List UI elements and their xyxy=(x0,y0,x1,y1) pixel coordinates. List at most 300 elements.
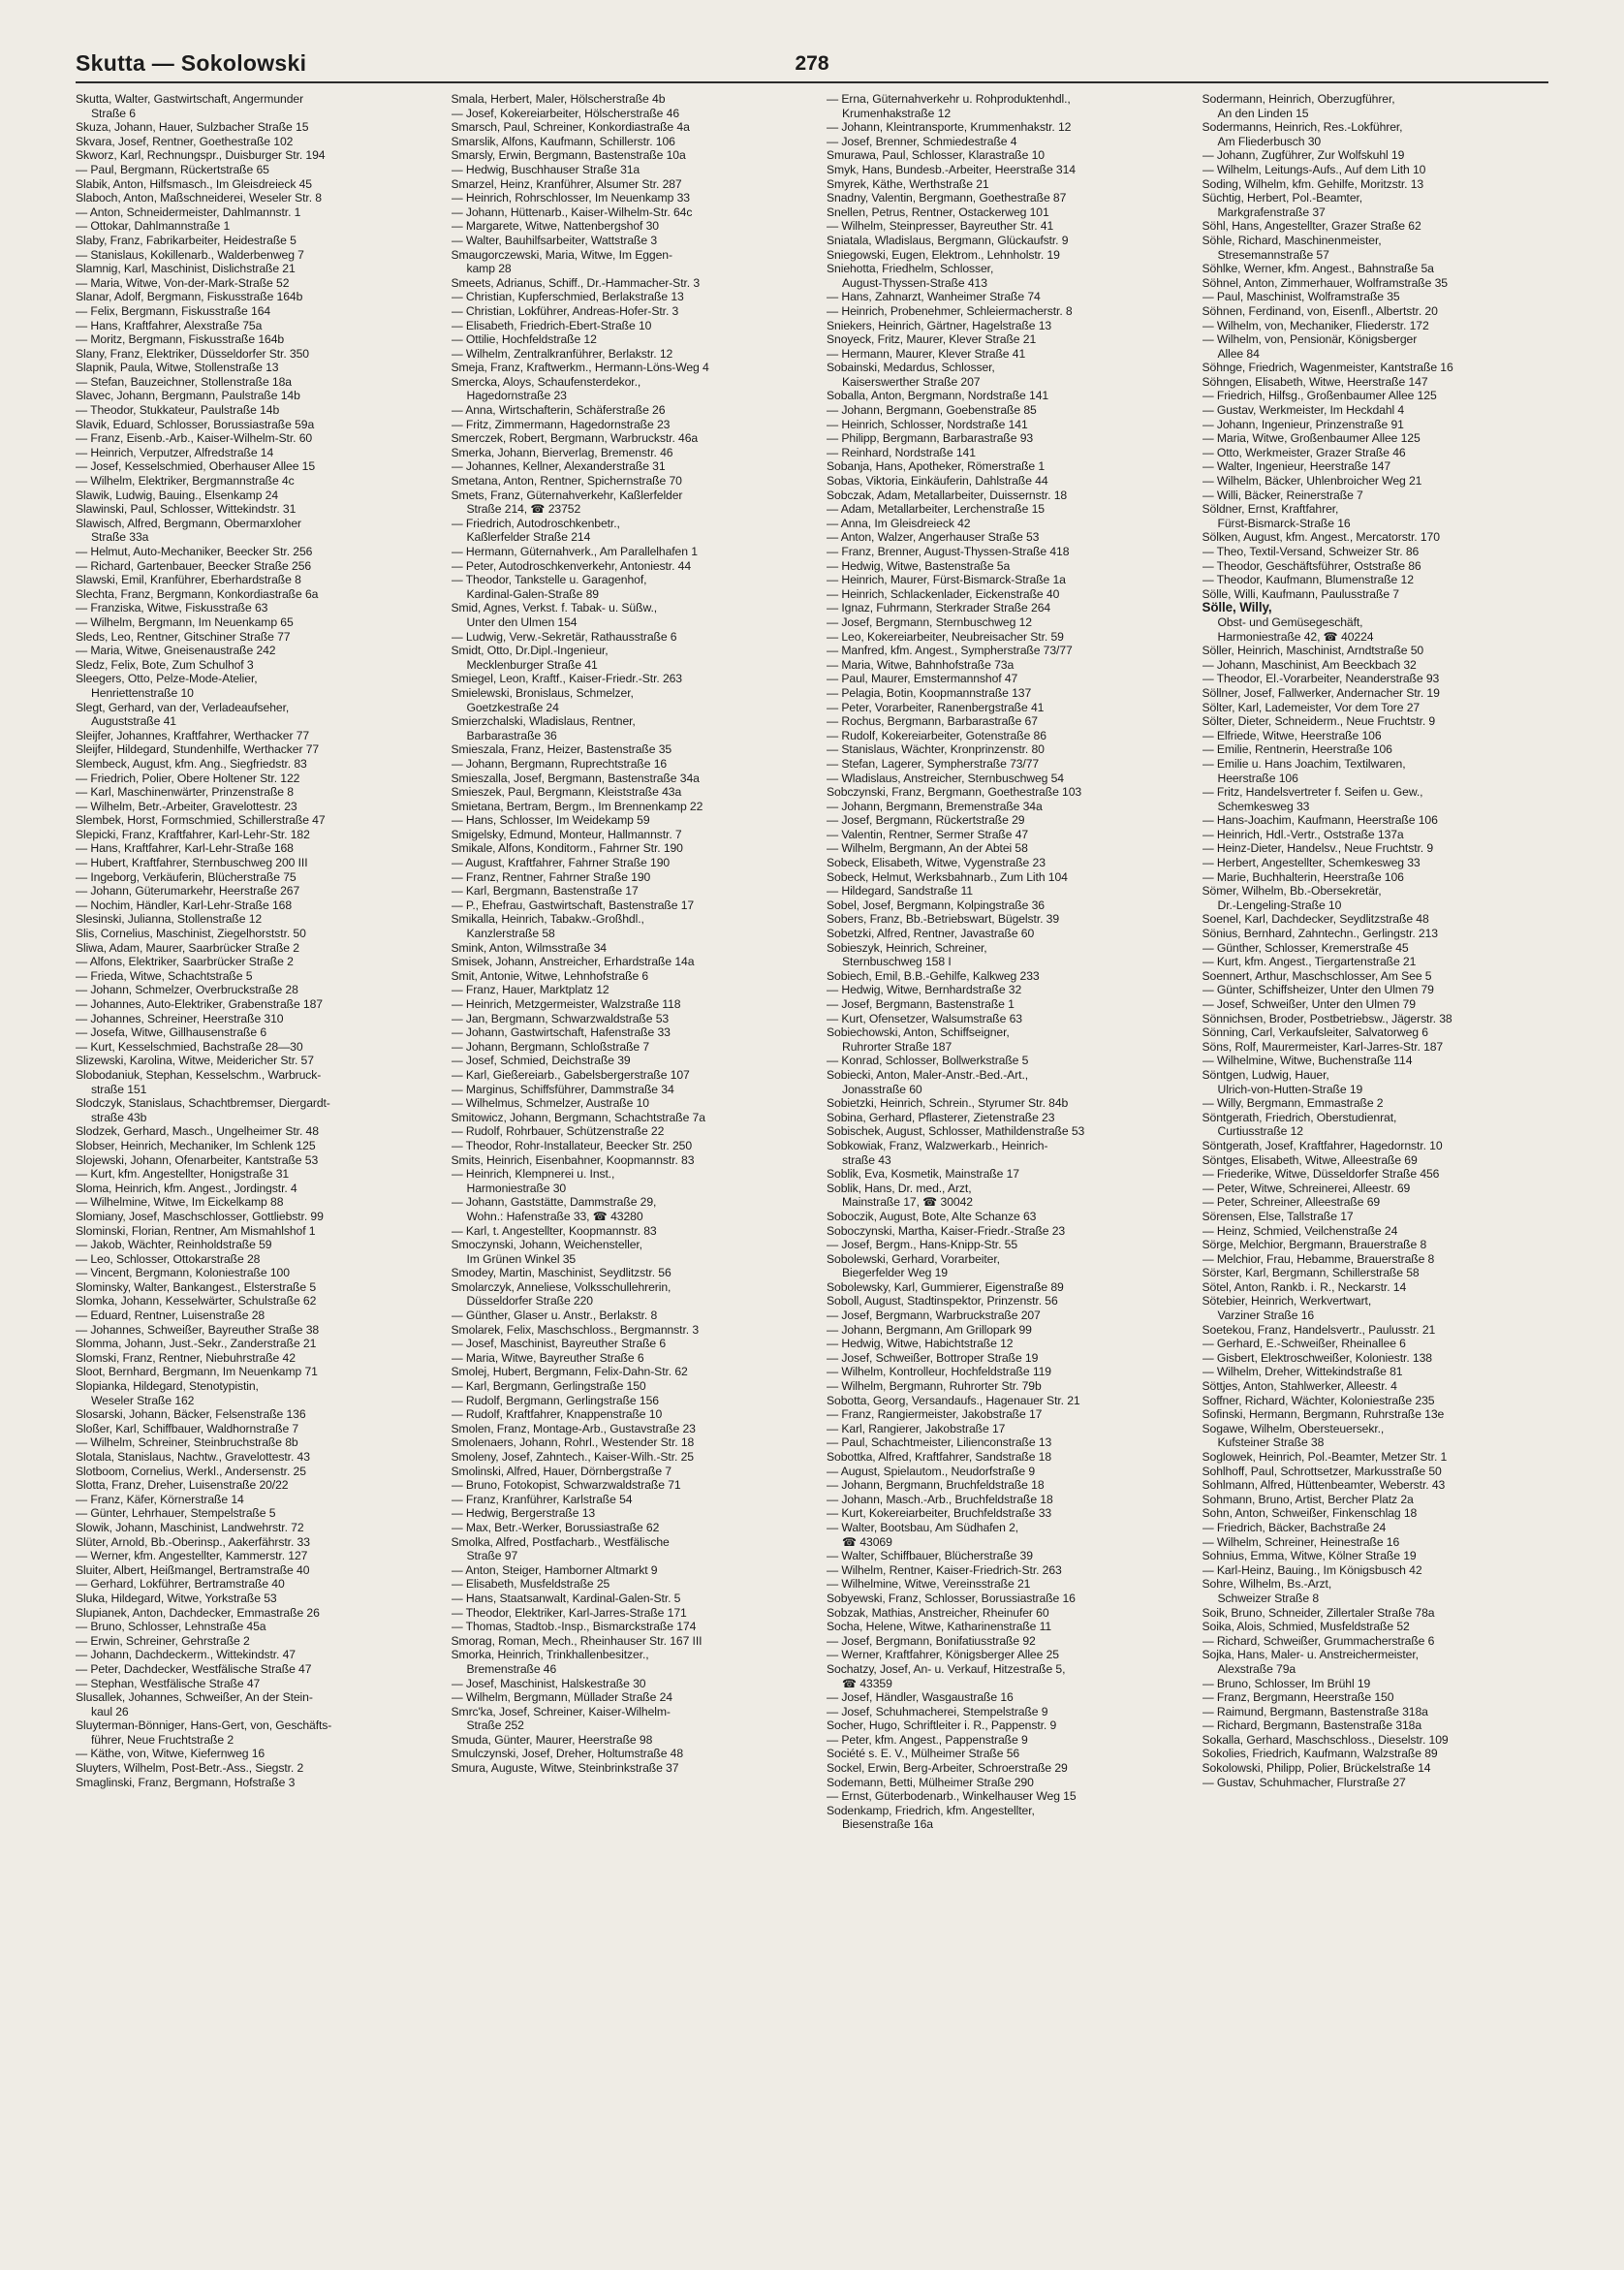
directory-entry: — Karl, Bergmann, Bastenstraße 17 xyxy=(451,884,639,899)
directory-entry: — Willi, Bäcker, Reinerstraße 7 xyxy=(1202,488,1363,502)
directory-entry: — Franz, Rentner, Fahrner Straße 190 xyxy=(451,869,651,884)
directory-entry: — Leo, Kokereiarbeiter, Neubreisacher Str. 59 xyxy=(827,629,1064,644)
directory-entry: — Richard, Gartenbauer, Beecker Straße 256 xyxy=(76,558,312,573)
directory-entry: — Karl, Rangierer, Jakobstraße 17 xyxy=(827,1421,1006,1435)
directory-entry: Sojka, Hans, Maler- u. Anstreichermeister, xyxy=(1202,1648,1419,1662)
directory-entry: — Hans-Joachim, Kaufmann, Heerstraße 106 xyxy=(1202,813,1438,828)
directory-entry: — Johann, Masch.-Arb., Bruchfeldstraße 18 xyxy=(827,1492,1053,1506)
directory-entry: — Heinrich, Maurer, Fürst-Bismarck-Straße 1a xyxy=(827,573,1066,587)
directory-entry-continuation: Heerstraße 106 xyxy=(1217,771,1298,785)
directory-entry-continuation: Kaßlerfelder Straße 214 xyxy=(466,530,591,545)
directory-entry: — Johannes, Kellner, Alexanderstraße 31 xyxy=(451,459,666,474)
directory-entry: Sogawe, Wilhelm, Obersteuersekr., xyxy=(1202,1421,1385,1435)
directory-entry: — Melchior, Frau, Hebamme, Brauerstraße 8 xyxy=(1202,1251,1435,1266)
directory-entry: Slupianek, Anton, Dachdecker, Emmastraße 26 xyxy=(76,1605,320,1620)
directory-entry: — Karl, t. Angestellter, Koopmannstr. 83 xyxy=(451,1223,657,1238)
directory-entry: Sötel, Anton, Rankb. i. R., Neckarstr. 14 xyxy=(1202,1279,1407,1294)
directory-entry: — Wilhelm, Bergmann, Müllader Straße 24 xyxy=(451,1690,672,1705)
directory-entry: — Wilhelm, Zentralkranführer, Berlakstr. 12 xyxy=(451,346,673,361)
directory-entry: Slodczyk, Stanislaus, Schachtbremser, Diergardt- xyxy=(76,1096,330,1111)
directory-entry: — Josef, Kokereiarbeiter, Hölscherstraße 46 xyxy=(451,106,679,120)
directory-entry: — Helmut, Auto-Mechaniker, Beecker Str. 256 xyxy=(76,545,313,558)
directory-entry: Sobolewsky, Karl, Gummierer, Eigenstraße 89 xyxy=(827,1279,1064,1294)
directory-entry: — Josefa, Witwe, Gillhausenstraße 6 xyxy=(76,1025,266,1040)
directory-entry: — Wilhelmine, Witwe, Vereinsstraße 21 xyxy=(827,1577,1031,1592)
directory-entry: Sobel, Josef, Bergmann, Kolpingstraße 36 xyxy=(827,898,1045,912)
directory-entry: — Stanislaus, Wächter, Kronprinzenstr. 80 xyxy=(827,742,1045,757)
directory-entry: — Hedwig, Bergerstraße 13 xyxy=(451,1506,596,1521)
directory-entry: — Marginus, Schiffsführer, Dammstraße 34 xyxy=(451,1082,674,1096)
directory-entry-continuation: Harmoniestraße 42, ☎ 40224 xyxy=(1217,629,1374,644)
directory-entry: — Valentin, Rentner, Sermer Straße 47 xyxy=(827,827,1029,841)
directory-entry: Sloot, Bernhard, Bergmann, Im Neuenkamp 71 xyxy=(76,1365,318,1379)
directory-entry: Slawski, Emil, Kranführer, Eberhardstraße 8 xyxy=(76,573,301,587)
directory-entry: Smeja, Franz, Kraftwerkm., Hermann-Löns-Weg 4 xyxy=(451,361,709,375)
directory-entry: — Franz, Hauer, Marktplatz 12 xyxy=(451,983,609,997)
directory-entry-continuation: Biesenstraße 16a xyxy=(842,1817,933,1832)
directory-entry: Smala, Herbert, Maler, Hölscherstraße 4b xyxy=(451,92,666,106)
directory-entry: — Ottokar, Dahlmannstraße 1 xyxy=(76,219,231,234)
directory-entry: — Rudolf, Kokereiarbeiter, Gotenstraße 86 xyxy=(827,728,1046,742)
directory-entry: Sleds, Leo, Rentner, Gitschiner Straße 77 xyxy=(76,629,291,644)
directory-entry: — Paul, Maschinist, Wolframstraße 35 xyxy=(1202,290,1400,304)
directory-entry: — Philipp, Bergmann, Barbarastraße 93 xyxy=(827,431,1034,446)
directory-entry: Sobietzki, Heinrich, Schrein., Styrumer Str. 84b xyxy=(827,1096,1069,1111)
directory-entry: — Wladislaus, Anstreicher, Sternbuschweg 54 xyxy=(827,771,1064,785)
directory-entry: — Anton, Schneidermeister, Dahlmannstr. 1 xyxy=(76,205,301,219)
directory-entry: — Fritz, Zimmermann, Hagedornstraße 23 xyxy=(451,417,671,431)
directory-entry: — Stefan, Lagerer, Sympherstraße 73/77 xyxy=(827,756,1040,771)
directory-entry-continuation: Henriettenstraße 10 xyxy=(91,685,194,700)
directory-entry-continuation: Alexstraße 79a xyxy=(1217,1661,1296,1676)
directory-entry: Slawinski, Paul, Schlosser, Wittekindstr. 31 xyxy=(76,502,297,517)
directory-entry: — Wilhelmine, Witwe, Buchenstraße 114 xyxy=(1202,1054,1413,1068)
directory-entry: Söllner, Josef, Fallwerker, Andernacher Str. 19 xyxy=(1202,685,1440,700)
directory-entry: — Wilhelm, Schreiner, Steinbruchstraße 8b xyxy=(76,1435,298,1450)
directory-entry: — Rochus, Bergmann, Barbarastraße 67 xyxy=(827,714,1038,729)
directory-entry: — Maria, Witwe, Bahnhofstraße 73a xyxy=(827,657,1015,672)
directory-entry: Smaglinski, Franz, Bergmann, Hofstraße 3 xyxy=(76,1775,296,1789)
directory-entry: Sönning, Carl, Verkaufsleiter, Salvatorweg 6 xyxy=(1202,1025,1428,1040)
directory-entry: Smink, Anton, Wilmsstraße 34 xyxy=(451,940,607,955)
directory-entry: Sloma, Heinrich, kfm. Angest., Jordingstr. 4 xyxy=(76,1181,297,1195)
directory-entry: — Felix, Bergmann, Fiskusstraße 164 xyxy=(76,303,271,318)
directory-entry: Slomka, Johann, Kesselwärter, Schulstraße 62 xyxy=(76,1294,317,1308)
directory-entry: — Gerhard, E.-Schweißer, Rheinallee 6 xyxy=(1202,1337,1406,1351)
directory-entry: Soboczynski, Martha, Kaiser-Friedr.-Straße 23 xyxy=(827,1223,1066,1238)
directory-entry: Sölter, Dieter, Schneiderm., Neue Fruchtstr. 9 xyxy=(1202,714,1436,729)
directory-entry-continuation: Hagedornstraße 23 xyxy=(466,389,567,403)
directory-entry: Sniekers, Heinrich, Gärtner, Hagelstraße 13 xyxy=(827,318,1052,332)
directory-entry-continuation: Mecklenburger Straße 41 xyxy=(466,657,598,672)
running-title: Skutta — Sokolowski xyxy=(76,50,307,76)
directory-entry: — Friedrich, Hilfsg., Großenbaumer Allee 125 xyxy=(1202,389,1437,403)
directory-entry: — Peter, Dachdecker, Westfälische Straße 47 xyxy=(76,1661,312,1676)
directory-entry: Slusallek, Johannes, Schweißer, An der Stein- xyxy=(76,1690,313,1705)
directory-entry: Smierzchalski, Wladislaus, Rentner, xyxy=(451,714,636,729)
directory-entry: — Josef, Bergmann, Bastenstraße 1 xyxy=(827,997,1015,1011)
directory-entry: — Heinrich, Probenehmer, Schleiermacherstr. 8 xyxy=(827,303,1073,318)
directory-entry: Slodzek, Gerhard, Masch., Ungelheimer Str. 48 xyxy=(76,1124,319,1139)
directory-entry: Smaugorczewski, Maria, Witwe, Im Eggen- xyxy=(451,247,672,262)
directory-entry: Slotala, Stanislaus, Nachtw., Gravelottestr. 43 xyxy=(76,1450,310,1464)
directory-entry: Soding, Wilhelm, kfm. Gehilfe, Moritzstr. 13 xyxy=(1202,176,1424,191)
directory-entry: — Stefan, Bauzeichner, Stollenstraße 18a xyxy=(76,374,292,389)
running-header xyxy=(76,47,1548,83)
directory-entry: — Heinrich, Verputzer, Alfredstraße 14 xyxy=(76,445,274,459)
directory-entry: — Heinrich, Metzgermeister, Walzstraße 118 xyxy=(451,997,681,1011)
directory-entry: Soffner, Richard, Wächter, Koloniestraße 235 xyxy=(1202,1393,1435,1407)
directory-entry: Smorag, Roman, Mech., Rheinhauser Str. 167 III xyxy=(451,1633,703,1648)
directory-entry: Smit, Antonie, Witwe, Lehnhofstraße 6 xyxy=(451,968,649,983)
directory-entry: — Hildegard, Sandstraße 11 xyxy=(827,884,973,899)
directory-entry: — Anton, Walzer, Angerhauser Straße 53 xyxy=(827,530,1040,545)
directory-entry: Sobiechowski, Anton, Schiffseigner, xyxy=(827,1025,1010,1040)
directory-entry-continuation: Stresemannstraße 57 xyxy=(1217,247,1329,262)
directory-entry: — Hermann, Güternahverk., Am Parallelhafen 1 xyxy=(451,545,698,558)
directory-entry: — Wilhelm, Bergmann, Im Neuenkamp 65 xyxy=(76,615,294,629)
directory-entry-continuation: Dr.-Lengeling-Straße 10 xyxy=(1217,898,1342,912)
directory-entry: Sobina, Gerhard, Pflasterer, Zietenstraße 23 xyxy=(827,1110,1055,1124)
directory-entry-continuation: straße 43 xyxy=(842,1152,891,1167)
directory-entry: Sobczak, Adam, Metallarbeiter, Duissernstr. 18 xyxy=(827,488,1068,502)
directory-entry: — Willy, Bergmann, Emmastraße 2 xyxy=(1202,1096,1384,1111)
directory-entry: Soik, Bruno, Schneider, Zillertaler Straße 78a xyxy=(1202,1605,1435,1620)
directory-entry: Soboll, August, Stadtinspektor, Prinzenstr. 56 xyxy=(827,1294,1058,1308)
directory-entry-continuation: Kaiserswerther Straße 207 xyxy=(842,374,981,389)
directory-entry: — Werner, kfm. Angestellter, Kammerstr. 127 xyxy=(76,1549,308,1563)
directory-entry-continuation: Straße 97 xyxy=(466,1549,518,1563)
directory-entry: Sniatala, Wladislaus, Bergmann, Glückaufstr. 9 xyxy=(827,233,1069,247)
directory-entry: — Wilhelm, Betr.-Arbeiter, Gravelottestr. 23 xyxy=(76,799,297,813)
directory-entry: — Günter, Lehrhauer, Stempelstraße 5 xyxy=(76,1506,276,1521)
directory-entry: — Pelagia, Botin, Koopmannstraße 137 xyxy=(827,685,1032,700)
directory-entry: Smyrek, Käthe, Werthstraße 21 xyxy=(827,176,989,191)
directory-entry: — Hans, Schlosser, Im Weidekamp 59 xyxy=(451,813,650,828)
directory-entry: Sohn, Anton, Schweißer, Finkenschlag 18 xyxy=(1202,1506,1418,1521)
directory-entry: — Rudolf, Kraftfahrer, Knappenstraße 10 xyxy=(451,1407,663,1422)
directory-entry: Smietana, Bertram, Bergm., Im Brennenkamp 22 xyxy=(451,799,703,813)
directory-entry: Smiegel, Leon, Kraftf., Kaiser-Friedr.-Str. 263 xyxy=(451,672,682,686)
directory-entry: Soblik, Eva, Kosmetik, Mainstraße 17 xyxy=(827,1167,1019,1182)
directory-entry: Söhnel, Anton, Zimmerhauer, Wolframstraße 35 xyxy=(1202,275,1448,290)
directory-entry: — Josef, Maschinist, Bayreuther Straße 6 xyxy=(451,1337,667,1351)
directory-entry: Söller, Heinrich, Maschinist, Arndtstraße 50 xyxy=(1202,644,1424,658)
directory-entry: — Josef, Maschinist, Halskestraße 30 xyxy=(451,1676,646,1690)
directory-entry: Söntgen, Ludwig, Hauer, xyxy=(1202,1067,1329,1082)
directory-entry: — Johann, Bergmann, Am Grillopark 99 xyxy=(827,1322,1032,1337)
directory-entry-continuation: Ruhrorter Straße 187 xyxy=(842,1039,953,1054)
directory-entry: Slabik, Anton, Hilfsmasch., Im Gleisdreieck 45 xyxy=(76,176,312,191)
directory-entry-continuation: Düsseldorfer Straße 220 xyxy=(466,1294,593,1308)
directory-entry: Sleegers, Otto, Pelze-Mode-Atelier, xyxy=(76,672,258,686)
directory-entry: — P., Ehefrau, Gastwirtschaft, Bastenstraße 17 xyxy=(451,898,695,912)
directory-entry: — Heinrich, Hdl.-Vertr., Oststraße 137a xyxy=(1202,827,1404,841)
directory-entry: — Alfons, Elektriker, Saarbrücker Straße 2 xyxy=(76,955,294,969)
directory-entry: — Theodor, Geschäftsführer, Oststraße 86 xyxy=(1202,558,1421,573)
directory-entry: Smodey, Martin, Maschinist, Seydlitzstr. 56 xyxy=(451,1266,671,1280)
directory-entry: — Emilie, Rentnerin, Heerstraße 106 xyxy=(1202,742,1392,757)
directory-entry: Sönius, Bernhard, Zahntechn., Gerlingstr. 213 xyxy=(1202,927,1438,941)
directory-entry: Sochatzy, Josef, An- u. Verkauf, Hitzestraße 5, xyxy=(827,1661,1066,1676)
directory-entry-continuation: Krumenhakstraße 12 xyxy=(842,106,952,120)
directory-entry: Slomiany, Josef, Maschschlosser, Gottliebstr. 99 xyxy=(76,1209,324,1223)
directory-entry: — Johann, Gastwirtschaft, Hafenstraße 33 xyxy=(451,1025,671,1040)
directory-entry: — Wilhelmine, Witwe, Im Eickelkamp 88 xyxy=(76,1195,284,1210)
directory-entry: Smieszalla, Josef, Bergmann, Bastenstraße 34a xyxy=(451,771,700,785)
directory-entry: — Ottilie, Hochfeldstraße 12 xyxy=(451,332,597,347)
directory-entry-continuation: Straße 252 xyxy=(466,1718,524,1733)
directory-entry: — Johann, Bergmann, Goebenstraße 85 xyxy=(827,403,1037,418)
directory-entry: — Johann, Dachdeckerm., Wittekindstr. 47 xyxy=(76,1648,296,1662)
directory-entry: Slobodaniuk, Stephan, Kesselschm., Warbruck- xyxy=(76,1067,322,1082)
directory-entry-continuation: Kanzlerstraße 58 xyxy=(466,927,555,941)
directory-entry: — Josef, Schuhmacherei, Stempelstraße 9 xyxy=(827,1704,1048,1718)
directory-entry: Sodemann, Betti, Mülheimer Straße 290 xyxy=(827,1775,1034,1789)
directory-entry-continuation: Wohn.: Hafenstraße 33, ☎ 43280 xyxy=(466,1209,643,1223)
directory-entry: Smarslik, Alfons, Kaufmann, Schillerstr. 106 xyxy=(451,134,675,148)
directory-entry-continuation: führer, Neue Fruchtstraße 2 xyxy=(91,1732,234,1747)
directory-entry: Söldner, Ernst, Kraftfahrer, xyxy=(1202,502,1339,517)
directory-entry: Smerczek, Robert, Bergmann, Warbruckstr. 46a xyxy=(451,431,699,446)
directory-entry: Smorka, Heinrich, Trinkhallenbesitzer., xyxy=(451,1648,649,1662)
directory-entry: Sobas, Viktoria, Einkäuferin, Dahlstraße 44 xyxy=(827,474,1048,489)
directory-entry: Sobiech, Emil, B.B.-Gehilfe, Kalkweg 233 xyxy=(827,968,1040,983)
directory-entry: Skuza, Johann, Hauer, Sulzbacher Straße 15 xyxy=(76,120,309,135)
directory-entry: Smoleny, Josef, Zahntech., Kaiser-Wilh.-Str. 25 xyxy=(451,1450,694,1464)
directory-entry: Sobeck, Helmut, Werksbahnarb., Zum Lith 104 xyxy=(827,869,1068,884)
directory-entry: Smerka, Johann, Bierverlag, Bremenstr. 46 xyxy=(451,445,673,459)
directory-entry: — Eduard, Rentner, Luisenstraße 28 xyxy=(76,1308,265,1323)
directory-entry: Sörge, Melchior, Bergmann, Brauerstraße 8 xyxy=(1202,1238,1427,1252)
directory-entry: — Stanislaus, Kokillenarb., Walderbenweg 7 xyxy=(76,247,304,262)
directory-entry: Slaboch, Anton, Maßschneiderei, Weseler Str. 8 xyxy=(76,191,322,205)
directory-entry: Slegt, Gerhard, van der, Verladeaufseher, xyxy=(76,700,290,714)
directory-entry: Smitowicz, Johann, Bergmann, Schachtstraße 7a xyxy=(451,1110,705,1124)
directory-entry: — Jan, Bergmann, Schwarzwaldstraße 53 xyxy=(451,1011,670,1025)
directory-entry: Sofinski, Hermann, Bergmann, Ruhrstraße 13e xyxy=(1202,1407,1445,1422)
directory-entry: — Günther, Glaser u. Anstr., Berlakstr. 8 xyxy=(451,1308,658,1323)
directory-entry: — Bruno, Fotokopist, Schwarzwaldstraße 71 xyxy=(451,1478,681,1493)
page-number: 278 xyxy=(795,52,829,75)
directory-entry: — Ingeborg, Verkäuferin, Blücherstraße 75 xyxy=(76,869,297,884)
directory-entry-continuation: Bremenstraße 46 xyxy=(466,1661,557,1676)
directory-entry-continuation: kamp 28 xyxy=(466,262,512,276)
directory-entry: — Elisabeth, Musfeldstraße 25 xyxy=(451,1577,610,1592)
directory-entry: Sömer, Wilhelm, Bb.-Obersekretär, xyxy=(1202,884,1382,899)
directory-entry: — Paul, Maurer, Emstermannshof 47 xyxy=(827,672,1018,686)
directory-entry: Smolka, Alfred, Postfacharb., Westfälische xyxy=(451,1534,670,1549)
directory-entry-continuation: straße 43b xyxy=(91,1110,147,1124)
directory-entry: Skvara, Josef, Rentner, Goethestraße 102 xyxy=(76,134,294,148)
directory-entry: — Theodor, Elektriker, Karl-Jarres-Straße 171 xyxy=(451,1605,687,1620)
directory-entry: Söns, Rolf, Maurermeister, Karl-Jarres-Str. 187 xyxy=(1202,1039,1444,1054)
directory-entry-continuation: Weseler Straße 162 xyxy=(91,1393,195,1407)
directory-entry-continuation: straße 151 xyxy=(91,1082,147,1096)
directory-entry: — Gisbert, Elektroschweißer, Koloniestr. 138 xyxy=(1202,1350,1432,1365)
directory-entry: Smieszala, Franz, Heizer, Bastenstraße 35 xyxy=(451,742,672,757)
directory-entry: — Christian, Lokführer, Andreas-Hofer-Str. 3 xyxy=(451,303,679,318)
directory-entry: Sodermanns, Heinrich, Res.-Lokführer, xyxy=(1202,120,1403,135)
directory-entry: Slopianka, Hildegard, Stenotypistin, xyxy=(76,1379,259,1394)
directory-entry: Smura, Auguste, Witwe, Steinbrinkstraße 37 xyxy=(451,1761,679,1776)
directory-entry: — Johann, Hüttenarb., Kaiser-Wilhelm-Str. 64c xyxy=(451,205,693,219)
directory-entry: — Josef, Schmied, Deichstraße 39 xyxy=(451,1054,631,1068)
directory-entry: Smets, Franz, Güternahverkehr, Kaßlerfelder xyxy=(451,488,683,502)
directory-entry: Sobers, Franz, Bb.-Betriebswart, Bügelstr. 39 xyxy=(827,912,1060,927)
directory-entry: — Hermann, Maurer, Klever Straße 41 xyxy=(827,346,1026,361)
directory-entry: Sobieszyk, Heinrich, Schreiner, xyxy=(827,940,987,955)
directory-entry-continuation: Im Grünen Winkel 35 xyxy=(466,1251,577,1266)
directory-entry-continuation: Jonasstraße 60 xyxy=(842,1082,922,1096)
directory-entry: — Wilhelm, Elektriker, Bergmannstraße 4c xyxy=(76,474,295,489)
directory-entry: — Franz, Brenner, August-Thyssen-Straße 418 xyxy=(827,545,1070,558)
directory-entry-continuation: Kufsteiner Straße 38 xyxy=(1217,1435,1325,1450)
directory-entry: Sokolies, Friedrich, Kaufmann, Walzstraße 89 xyxy=(1202,1747,1438,1761)
directory-entry: — Hans, Zahnarzt, Wanheimer Straße 74 xyxy=(827,290,1041,304)
directory-entry-continuation: Straße 33a xyxy=(91,530,149,545)
directory-entry: — Leo, Schlosser, Ottokarstraße 28 xyxy=(76,1251,261,1266)
directory-entry: Sluyters, Wilhelm, Post-Betr.-Ass., Siegstr. 2 xyxy=(76,1761,304,1776)
directory-entry: Sniegowski, Eugen, Elektrom., Lehnholstr. 19 xyxy=(827,247,1060,262)
directory-entry: — Theodor, Kaufmann, Blumenstraße 12 xyxy=(1202,573,1414,587)
directory-entry: — Otto, Werkmeister, Grazer Straße 46 xyxy=(1202,445,1406,459)
directory-entry: — Maria, Witwe, Großenbaumer Allee 125 xyxy=(1202,431,1421,446)
directory-entry: — Heinz-Dieter, Handelsv., Neue Fruchtstr. 9 xyxy=(1202,841,1434,856)
directory-entry: — Peter, kfm. Angest., Pappenstraße 9 xyxy=(827,1732,1028,1747)
directory-column-1 xyxy=(76,92,438,2241)
directory-entry: — Erwin, Schreiner, Gehrstraße 2 xyxy=(76,1633,250,1648)
directory-entry: — Werner, Kraftfahrer, Königsberger Allee 25 xyxy=(827,1648,1059,1662)
directory-entry: — Johann, Gaststätte, Dammstraße 29, xyxy=(451,1195,657,1210)
directory-entry: Smeets, Adrianus, Schiff., Dr.-Hammacher-Str. 3 xyxy=(451,275,701,290)
directory-entry: Smuda, Günter, Maurer, Heerstraße 98 xyxy=(451,1732,653,1747)
directory-entry: — Käthe, von, Witwe, Kiefernweg 16 xyxy=(76,1747,265,1761)
directory-entry: Smolarek, Felix, Maschschloss., Bergmannstr. 3 xyxy=(451,1322,699,1337)
directory-entry: Sobolewski, Gerhard, Vorarbeiter, xyxy=(827,1251,1000,1266)
directory-entry: Sliwa, Adam, Maurer, Saarbrücker Straße 2 xyxy=(76,940,299,955)
directory-entry: — Ludwig, Verw.-Sekretär, Rathausstraße 6 xyxy=(451,629,677,644)
directory-entry: — Paul, Schachtmeister, Lilienconstraße 13 xyxy=(827,1435,1052,1450)
directory-entry: Slapnik, Paula, Witwe, Stollenstraße 13 xyxy=(76,361,279,375)
directory-entry: Sobischek, August, Schlosser, Mathildenstraße 53 xyxy=(827,1124,1085,1139)
directory-entry: — Karl-Heinz, Bauing., Im Königsbusch 42 xyxy=(1202,1562,1422,1577)
directory-entry: — Franz, Bergmann, Heerstraße 150 xyxy=(1202,1690,1394,1705)
directory-entry: Smarsch, Paul, Schreiner, Konkordiastraße 4a xyxy=(451,120,690,135)
directory-columns xyxy=(76,92,1564,2241)
directory-entry: — Hedwig, Buschhauser Straße 31a xyxy=(451,162,640,176)
directory-entry: Sölter, Karl, Lademeister, Vor dem Tore 27 xyxy=(1202,700,1421,714)
directory-entry: Slawik, Ludwig, Bauing., Elsenkamp 24 xyxy=(76,488,279,502)
directory-entry: Slominski, Florian, Rentner, Am Mismahlshof 1 xyxy=(76,1223,316,1238)
directory-entry: Süchtig, Herbert, Pol.-Beamter, xyxy=(1202,191,1363,205)
directory-entry: Sleijfer, Hildegard, Stundenhilfe, Werthacker 77 xyxy=(76,742,320,757)
directory-entry: — Johannes, Auto-Elektriker, Grabenstraße 187 xyxy=(76,997,323,1011)
directory-entry: Sobyewski, Franz, Schlosser, Borussiastraße 16 xyxy=(827,1591,1076,1605)
directory-entry: Smarzel, Heinz, Kranführer, Alsumer Str. 287 xyxy=(451,176,682,191)
directory-entry: Slomma, Johann, Just.-Sekr., Zanderstraße 21 xyxy=(76,1337,317,1351)
directory-entry: — Walter, Ingenieur, Heerstraße 147 xyxy=(1202,459,1391,474)
directory-entry: — Elisabeth, Friedrich-Ebert-Straße 10 xyxy=(451,318,652,332)
directory-entry-continuation: Allee 84 xyxy=(1217,346,1260,361)
directory-entry: Smoczynski, Johann, Weichensteller, xyxy=(451,1238,642,1252)
directory-entry: — Johann, Schmelzer, Overbruckstraße 28 xyxy=(76,983,298,997)
directory-entry-continuation: Ulrich-von-Hutten-Straße 19 xyxy=(1217,1082,1363,1096)
directory-entry: Smigelsky, Edmund, Monteur, Hallmannstr. 7 xyxy=(451,827,682,841)
directory-entry: Slominsky, Walter, Bankangest., Elsterstraße 5 xyxy=(76,1279,317,1294)
directory-entry: — Heinrich, Klempnerei u. Inst., xyxy=(451,1167,615,1182)
directory-entry: Sokalla, Gerhard, Maschschloss., Dieselstr. 109 xyxy=(1202,1732,1449,1747)
directory-entry: Soglowek, Heinrich, Pol.-Beamter, Metzer Str. 1 xyxy=(1202,1450,1448,1464)
directory-entry: Slojewski, Johann, Ofenarbeiter, Kantstraße 53 xyxy=(76,1152,319,1167)
directory-entry: Slechta, Franz, Bergmann, Konkordiastraße 6a xyxy=(76,586,319,601)
directory-entry: — Theodor, Tankstelle u. Garagenhof, xyxy=(451,573,647,587)
directory-entry: — Konrad, Schlosser, Bollwerkstraße 5 xyxy=(827,1054,1029,1068)
directory-entry: — Marie, Buchhalterin, Heerstraße 106 xyxy=(1202,869,1404,884)
directory-entry: Smid, Agnes, Verkst. f. Tabak- u. Süßw., xyxy=(451,601,658,615)
directory-entry: Soika, Alois, Schmied, Musfeldstraße 52 xyxy=(1202,1620,1410,1634)
directory-entry: — Fritz, Handelsvertreter f. Seifen u. Gew., xyxy=(1202,785,1423,800)
directory-entry: — Franz, Rangiermeister, Jakobstraße 17 xyxy=(827,1407,1043,1422)
directory-entry-continuation: An den Linden 15 xyxy=(1217,106,1309,120)
directory-entry: — Walter, Bootsbau, Am Südhafen 2, xyxy=(827,1520,1019,1534)
directory-entry-continuation: Biegerfelder Weg 19 xyxy=(842,1266,948,1280)
directory-entry: Smulczynski, Josef, Dreher, Holtumstraße 48 xyxy=(451,1747,684,1761)
directory-entry: Slowik, Johann, Maschinist, Landwehrstr. 72 xyxy=(76,1520,304,1534)
directory-entry: — Karl, Gießereiarb., Gabelsbergerstraße 107 xyxy=(451,1067,690,1082)
directory-entry-continuation: Schweizer Straße 8 xyxy=(1217,1591,1320,1605)
directory-entry: — Kurt, kfm. Angestellter, Honigstraße 31 xyxy=(76,1167,290,1182)
directory-entry: — Wilhelm, Steinpresser, Bayreuther Str. 41 xyxy=(827,219,1054,234)
directory-entry-continuation: Sternbuschweg 158 I xyxy=(842,955,952,969)
directory-entry: — Josef, Bergmann, Rückertstraße 29 xyxy=(827,813,1025,828)
directory-entry: — Heinz, Schmied, Veilchenstraße 24 xyxy=(1202,1223,1398,1238)
directory-entry: Sleijfer, Johannes, Kraftfahrer, Werthacker 77 xyxy=(76,728,310,742)
directory-entry-continuation: Unter den Ulmen 154 xyxy=(466,615,578,629)
directory-entry: — Wilhelmus, Schmelzer, Austraße 10 xyxy=(451,1096,649,1111)
directory-entry: — Johann, Maschinist, Am Beeckbach 32 xyxy=(1202,657,1417,672)
directory-entry: Söntgerath, Friedrich, Oberstudienrat, xyxy=(1202,1110,1397,1124)
directory-entry: — Wilhelm, Bergmann, An der Abtei 58 xyxy=(827,841,1028,856)
directory-entry: Sledz, Felix, Bote, Zum Schulhof 3 xyxy=(76,657,254,672)
directory-entry: Slembek, Horst, Formschmied, Schillerstraße 47 xyxy=(76,813,326,828)
directory-entry: Sobotta, Georg, Versandaufs., Hagenauer Str. 21 xyxy=(827,1393,1080,1407)
directory-entry: Slüter, Arnold, Bb.-Oberinsp., Aakerfährstr. 33 xyxy=(76,1534,310,1549)
directory-entry: — Anna, Im Gleisdreieck 42 xyxy=(827,516,971,530)
directory-entry: — Friedrich, Polier, Obere Holtener Str. 122 xyxy=(76,771,300,785)
directory-entry: Sohlhoff, Paul, Schrottsetzer, Markusstraße 50 xyxy=(1202,1464,1442,1478)
directory-entry: — Wilhelm, Kontrolleur, Hochfeldstraße 119 xyxy=(827,1365,1051,1379)
directory-entry: — Rudolf, Bergmann, Gerlingstraße 156 xyxy=(451,1393,659,1407)
directory-entry: Sluka, Hildegard, Witwe, Yorkstraße 53 xyxy=(76,1591,277,1605)
directory-entry-continuation: Am Fliederbusch 30 xyxy=(1217,134,1322,148)
directory-entry-continuation: Auguststraße 41 xyxy=(91,714,176,729)
directory-entry: — Christian, Kupferschmied, Berlakstraße 13 xyxy=(451,290,684,304)
directory-entry: Socha, Helene, Witwe, Katharinenstraße 11 xyxy=(827,1620,1052,1634)
directory-entry: Smisek, Johann, Anstreicher, Erhardstraße 14a xyxy=(451,955,695,969)
directory-entry: — Hubert, Kraftfahrer, Sternbuschweg 200 III xyxy=(76,856,308,870)
directory-entry: — Theo, Textil-Versand, Schweizer Str. 86 xyxy=(1202,545,1420,558)
directory-entry: — Reinhard, Nordstraße 141 xyxy=(827,445,976,459)
directory-entry: — Josef, Kesselschmied, Oberhauser Allee 15 xyxy=(76,459,316,474)
directory-entry: Sobetzki, Alfred, Rentner, Javastraße 60 xyxy=(827,927,1035,941)
directory-entry: — Gustav, Werkmeister, Im Heckdahl 4 xyxy=(1202,403,1405,418)
directory-entry: Slepicki, Franz, Kraftfahrer, Karl-Lehr-Str. 182 xyxy=(76,827,310,841)
directory-entry-continuation: Schemkesweg 33 xyxy=(1217,799,1310,813)
directory-entry: — Wilhelm, Dreher, Wittekindstraße 81 xyxy=(1202,1365,1403,1379)
directory-entry: Smieszek, Paul, Bergmann, Kleiststraße 43a xyxy=(451,785,682,800)
directory-entry: Söntges, Elisabeth, Witwe, Alleestraße 69 xyxy=(1202,1152,1418,1167)
